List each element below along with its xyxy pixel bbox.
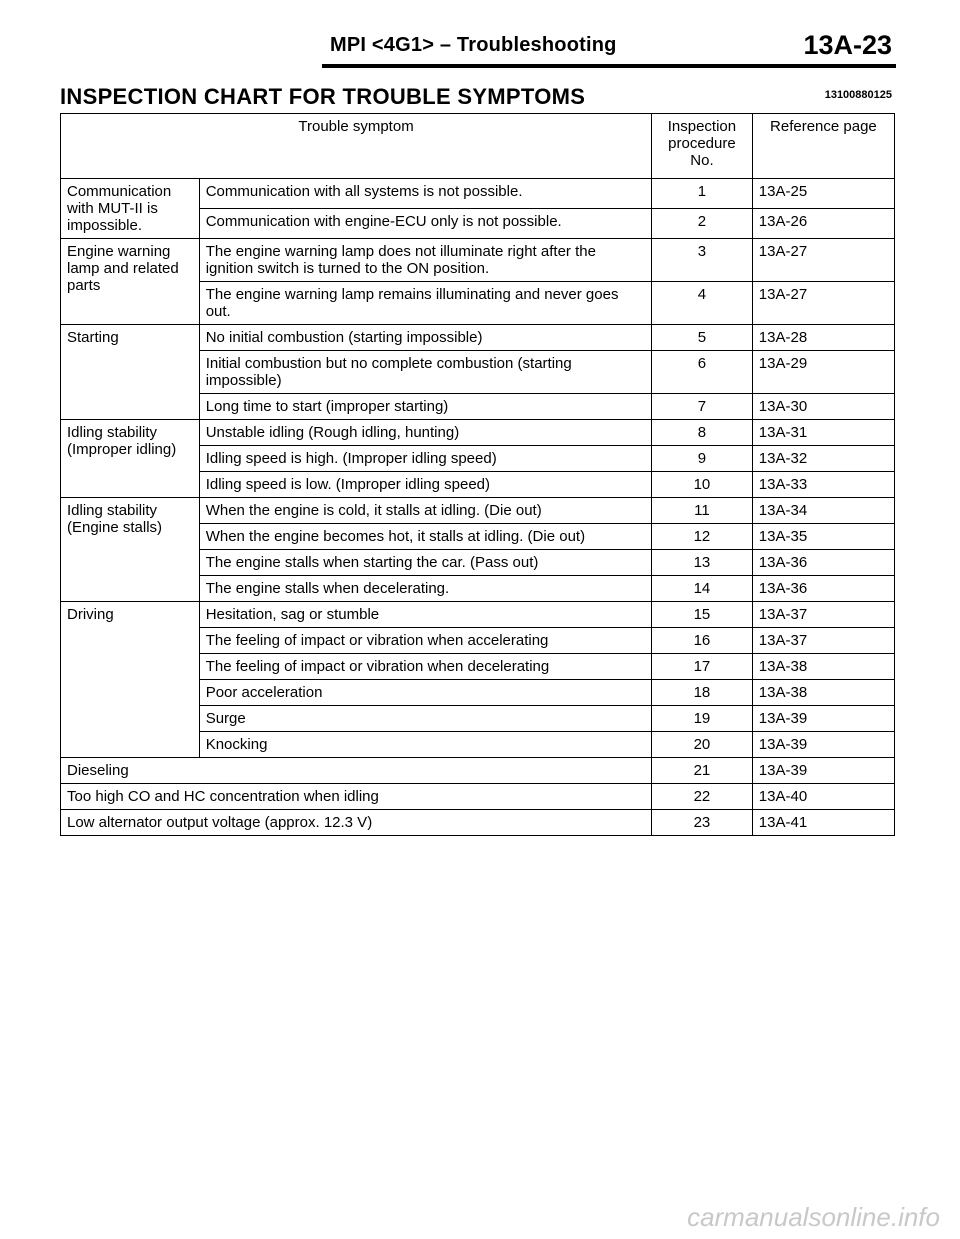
symptom-cell: Dieseling [61,758,652,784]
procedure-no-cell: 23 [652,810,753,836]
symptom-cell: The engine stalls when decelerating. [199,576,651,602]
symptom-cell: Communication with engine-ECU only is not possible. [199,209,651,239]
reference-page-cell: 13A-37 [752,628,894,654]
section-code: 13100880125 [824,89,892,101]
symptom-cell: The engine warning lamp does not illuminate right after the ignition switch is turned to the ON position. [199,239,651,282]
symptom-cell: Poor acceleration [199,680,651,706]
table-header-row [61,114,895,179]
reference-page-cell: 13A-32 [752,446,894,472]
category-cell: Engine warning lamp and related parts [61,239,200,325]
symptom-cell: The feeling of impact or vibration when decelerating [199,654,651,680]
procedure-no-cell: 11 [652,498,753,524]
symptom-cell: When the engine becomes hot, it stalls at idling. (Die out) [199,524,651,550]
procedure-no-cell: 6 [652,351,753,394]
symptom-cell: When the engine is cold, it stalls at idling. (Die out) [199,498,651,524]
symptom-cell: Too high CO and HC concentration when idling [61,784,652,810]
reference-page-cell: 13A-36 [752,550,894,576]
symptom-cell: Knocking [199,732,651,758]
table-row [61,758,895,784]
inspection-chart-table [60,113,895,836]
reference-page-cell: 13A-36 [752,576,894,602]
reference-page-cell: 13A-31 [752,420,894,446]
procedure-no-cell: 15 [652,602,753,628]
reference-page-cell: 13A-27 [752,282,894,325]
table-row [61,239,895,282]
reference-page-cell: 13A-38 [752,654,894,680]
reference-page-cell: 13A-27 [752,239,894,282]
procedure-no-cell: 12 [652,524,753,550]
header-rule [322,64,896,68]
col-header-reference: Reference page [752,114,894,179]
table-body [61,179,895,836]
table-row [61,179,895,209]
table-row [61,602,895,628]
table-row [61,784,895,810]
col-header-symptom: Trouble symptom [61,114,652,179]
symptom-cell: Unstable idling (Rough idling, hunting) [199,420,651,446]
category-cell: Starting [61,325,200,420]
procedure-no-cell: 19 [652,706,753,732]
symptom-cell: The engine stalls when starting the car. (Pass out) [199,550,651,576]
procedure-no-cell: 8 [652,420,753,446]
reference-page-cell: 13A-37 [752,602,894,628]
table-row [61,810,895,836]
reference-page-cell: 13A-41 [752,810,894,836]
procedure-no-cell: 9 [652,446,753,472]
procedure-no-cell: 7 [652,394,753,420]
symptom-cell: Hesitation, sag or stumble [199,602,651,628]
symptom-cell: Initial combustion but no complete combustion (starting impossible) [199,351,651,394]
symptom-cell: Low alternator output voltage (approx. 12.3 V) [61,810,652,836]
procedure-no-cell: 5 [652,325,753,351]
page-header-title: MPI <4G1> – Troubleshooting [330,34,617,56]
col-header-procedure: Inspection procedure No. [652,114,753,179]
procedure-no-cell: 20 [652,732,753,758]
reference-page-cell: 13A-35 [752,524,894,550]
page-number: 13A-23 [803,30,892,60]
procedure-no-cell: 22 [652,784,753,810]
reference-page-cell: 13A-40 [752,784,894,810]
symptom-cell: Idling speed is low. (Improper idling speed) [199,472,651,498]
section-title: INSPECTION CHART FOR TROUBLE SYMPTOMS [60,84,586,109]
symptom-cell: Communication with all systems is not possible. [199,179,651,209]
category-cell: Communication with MUT-II is impossible. [61,179,200,239]
category-cell: Idling stability (Improper idling) [61,420,200,498]
symptom-cell: Surge [199,706,651,732]
procedure-no-cell: 18 [652,680,753,706]
reference-page-cell: 13A-39 [752,732,894,758]
table-row [61,420,895,446]
watermark: carmanualsonline.info [687,1202,940,1232]
reference-page-cell: 13A-34 [752,498,894,524]
reference-page-cell: 13A-29 [752,351,894,394]
procedure-no-cell: 4 [652,282,753,325]
procedure-no-cell: 14 [652,576,753,602]
reference-page-cell: 13A-30 [752,394,894,420]
procedure-no-cell: 3 [652,239,753,282]
procedure-no-cell: 10 [652,472,753,498]
symptom-cell: Idling speed is high. (Improper idling speed) [199,446,651,472]
symptom-cell: No initial combustion (starting impossible) [199,325,651,351]
table-row [61,325,895,351]
symptom-cell: The engine warning lamp remains illuminating and never goes out. [199,282,651,325]
reference-page-cell: 13A-26 [752,209,894,239]
procedure-no-cell: 13 [652,550,753,576]
table-row [61,498,895,524]
procedure-no-cell: 16 [652,628,753,654]
reference-page-cell: 13A-39 [752,706,894,732]
reference-page-cell: 13A-38 [752,680,894,706]
procedure-no-cell: 21 [652,758,753,784]
symptom-cell: Long time to start (improper starting) [199,394,651,420]
procedure-no-cell: 17 [652,654,753,680]
category-cell: Driving [61,602,200,758]
category-cell: Idling stability (Engine stalls) [61,498,200,602]
reference-page-cell: 13A-25 [752,179,894,209]
symptom-cell: The feeling of impact or vibration when accelerating [199,628,651,654]
reference-page-cell: 13A-39 [752,758,894,784]
reference-page-cell: 13A-33 [752,472,894,498]
procedure-no-cell: 2 [652,209,753,239]
reference-page-cell: 13A-28 [752,325,894,351]
procedure-no-cell: 1 [652,179,753,209]
